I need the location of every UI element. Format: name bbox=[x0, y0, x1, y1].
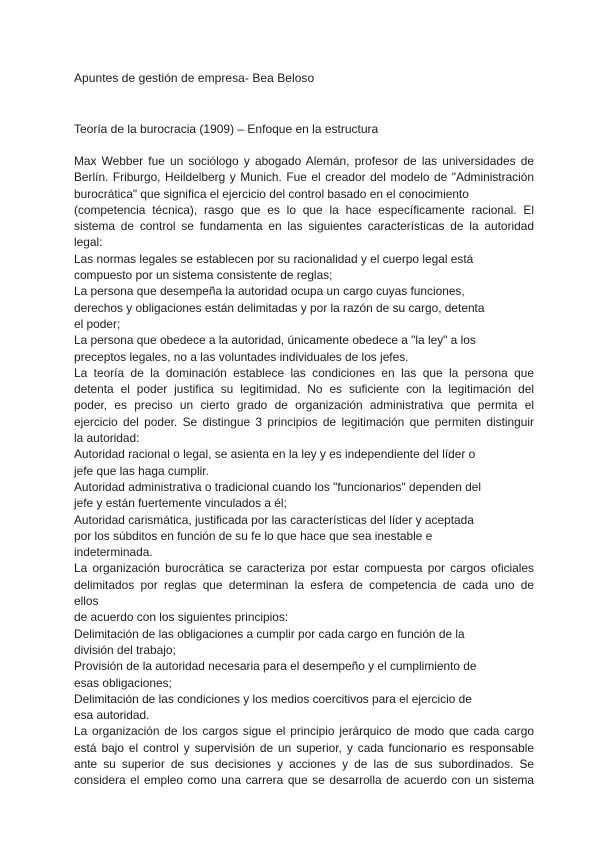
text-line: el poder; bbox=[74, 316, 121, 331]
text-line: ellos bbox=[74, 594, 99, 609]
text-line: Berlín. Friburgo, Heildelberg y Munich. Fue el creador del modelo de "Administración bbox=[74, 170, 534, 185]
text-line: delimitados por reglas que determinan la esfera de competencia de cada uno de bbox=[74, 577, 534, 592]
text-line: sistema de control se fundamenta en las siguientes características de la autoridad bbox=[74, 219, 534, 234]
text-line: jefe y están fuertemente vinculados a él; bbox=[74, 496, 287, 511]
text-line: esas obligaciones; bbox=[74, 675, 172, 690]
text-line: burocrática" que significa el ejercicio del control basado en el conocimiento bbox=[74, 186, 469, 201]
text-line: detenta el poder justifica su legitimidad. No es suficiente con la legitimación del bbox=[74, 382, 534, 397]
text-line: Provisión de la autoridad necesaria para el desempeño y el cumplimiento de bbox=[74, 659, 477, 674]
text-line: está bajo el control y supervisión de un superior, y cada funcionario es responsable bbox=[74, 740, 534, 755]
text-line: Autoridad carismática, justificada por las características del líder y aceptada bbox=[74, 512, 474, 527]
text-line: esa autoridad. bbox=[74, 708, 150, 723]
text-line: Autoridad administrativa o tradicional cuando los "funcionarios" dependen del bbox=[74, 479, 482, 494]
text-line: (competencia técnica), rasgo que es lo que la hace específicamente racional. El bbox=[74, 202, 534, 217]
text-line: compuesto por un sistema consistente de reglas; bbox=[74, 268, 333, 283]
text-line: La teoría de la dominación establece las condiciones en las que la persona que bbox=[74, 365, 534, 380]
text-line: Las normas legales se establecen por su racionalidad y el cuerpo legal está bbox=[74, 251, 474, 266]
text-line: ejercicio del poder. Se distingue 3 principios de legitimación que permiten distinguir bbox=[74, 414, 534, 429]
text-line: derechos y obligaciones están delimitadas y por la razón de su cargo, detenta bbox=[74, 300, 485, 315]
text-line: indeterminada. bbox=[74, 545, 153, 560]
text-line: La organización burocrática se caracteriza por estar compuesta por cargos oficiales bbox=[74, 561, 534, 576]
text-line: preceptos legales, no a las voluntades individuales de los jefes. bbox=[74, 349, 409, 364]
text-line: jefe que las haga cumplir. bbox=[74, 463, 209, 478]
document-header: Apuntes de gestión de empresa- Bea Beloso bbox=[74, 71, 315, 85]
text-line: Delimitación de las condiciones y los medios coercitivos para el ejercicio de bbox=[74, 691, 472, 706]
text-line: Autoridad racional o legal, se asienta en la ley y es independiente del líder o bbox=[74, 447, 476, 462]
text-line: poder, es preciso un cierto grado de organización administrativa que permita el bbox=[74, 398, 534, 413]
text-line: La persona que desempeña la autoridad ocupa un cargo cuyas funciones, bbox=[74, 284, 465, 299]
text-line: ante su superior de sus decisiones y acciones y de las de sus subordinados. Se bbox=[74, 756, 534, 771]
text-line: considera el empleo como una carrera que se desarrolla de acuerdo con un sistema bbox=[74, 773, 534, 788]
section-title: Teoría de la burocracia (1909) – Enfoque en la estructura bbox=[74, 122, 379, 136]
text-line: La organización de los cargos sigue el principio jerárquico de modo que cada cargo bbox=[74, 724, 534, 739]
text-line: Max Webber fue un sociólogo y abogado Alemán, profesor de las universidades de bbox=[74, 154, 534, 168]
text-line: La persona que obedece a la autoridad, únicamente obedece a "la ley" a los bbox=[74, 333, 476, 348]
text-line: división del trabajo; bbox=[74, 642, 176, 657]
text-line: de acuerdo con los siguientes principios: bbox=[74, 610, 289, 625]
text-line: la autoridad: bbox=[74, 431, 140, 446]
body-text bbox=[74, 153, 534, 789]
text-line: legal: bbox=[74, 235, 103, 250]
text-line: Delimitación de las obligaciones a cumplir por cada cargo en función de la bbox=[74, 626, 465, 641]
text-line: por los súbditos en función de su fe lo que hace que sea inestable e bbox=[74, 528, 433, 543]
